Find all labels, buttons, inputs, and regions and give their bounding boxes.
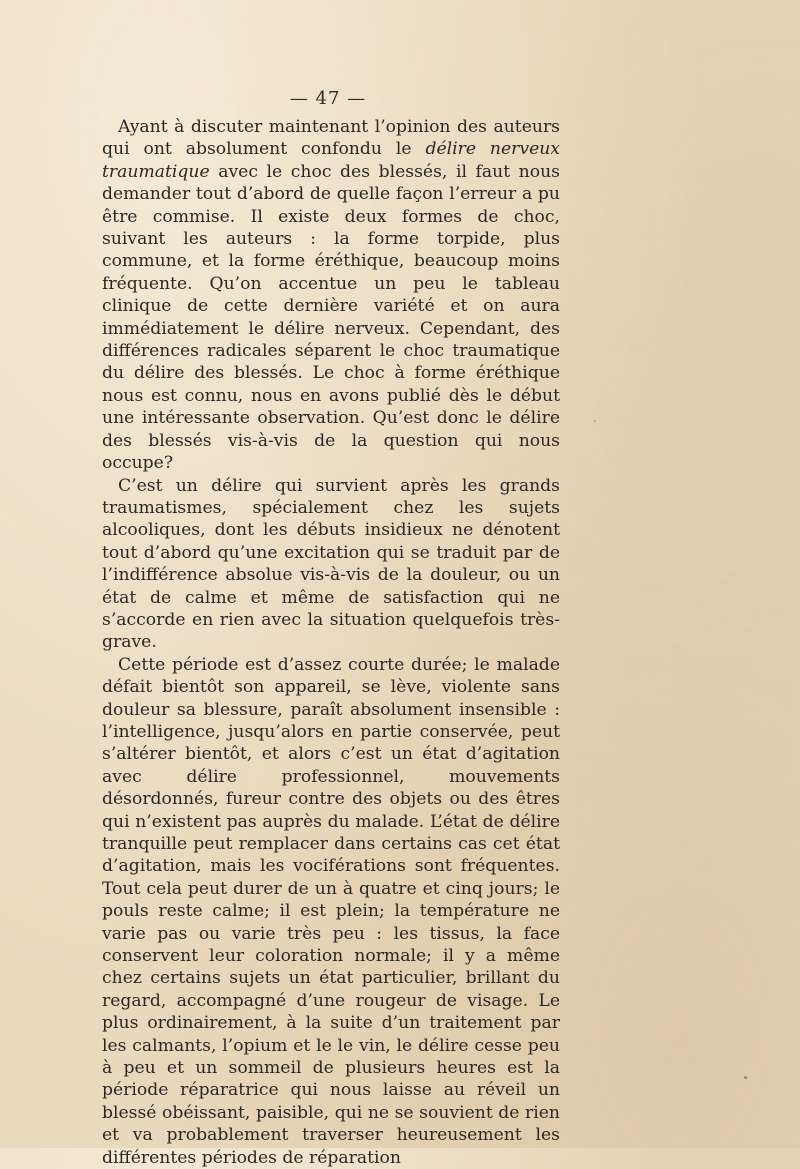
paper-speck [744,1076,747,1079]
paper-speck [594,420,596,422]
paragraph-3: Cette période est d’assez courte durée; le malade défait bientôt son appareil, se lève, violente sans douleur sa blessure, paraît absolument insensible : l’intelligence, jusqu’alors en partie conservée, peut s’altérer bientôt, et alors c’est un état d’agitation avec délire professionnel, mouvements désordonnés, fureur contre des objets ou des êtres qui n’existent pas auprès du malade. L’état de délire tranquille peut remplacer dans certains cas cet état d’agitation, mais les vociférations sont fréquentes. Tout cela peut durer de un à quatre et cinq jours; le pouls reste calme; il est plein; la température ne varie pas ou varie très peu : les tissus, la face conservent leur coloration normale; il y a même chez certains sujets un état particulier, brillant du regard, accompagné d’une rougeur de visage. Le plus ordinairement, à la suite d’un traitement par les calmants, l’opium et le le vin, le délire cesse peu à peu et un sommeil de plusieurs heures est la période réparatrice qui nous laisse au réveil un blessé obéissant, paisible, qui ne se souvient de rien et va probablement traverser heureusement les différentes périodes de réparation [102,654,560,1168]
page-number: — 47 — [289,88,367,109]
paragraph-2: C’est un délire qui survient après les grands traumatismes, spécialement chez les sujets alcooliques, dont les débuts insidieux ne dénotent tout d’abord qu’une excitation qui se traduit par de l’indifférence absolue vis-à-vis de la douleur, ou un état de calme et même de satisfaction qui ne s’accorde en rien avec la situation quelquefois très-grave. [102,475,560,653]
paragraph-1 [102,116,560,475]
italic-term: délire nerveux traumatique [102,139,561,182]
paragraph-1-text-end: avec le choc des blessés, il faut nous demander tout d’abord de quelle façon l’erreur a pu être commise. Il existe deux formes de choc, suivant les auteurs : la forme torpide, plus commune, et la forme éréthique, beaucoup moins fréquente. Qu’on accentue un peu le tableau clinique de cette dernière variété et on aura immédiatement le délire nerveux. Cependant, des différences radicales séparent le choc traumatique du délire des blessés. Le choc à forme éréthique nous est connu, nous en avons publié dès le début une intéressante observation. Qu’est donc le délire des blessés vis-à-vis de la question qui nous occupe? [102,161,560,474]
paragraph-1-text-start: Ayant à discuter maintenant l’opinion des auteurs qui ont absolument confondu le [102,117,560,160]
body-text [102,116,560,1169]
